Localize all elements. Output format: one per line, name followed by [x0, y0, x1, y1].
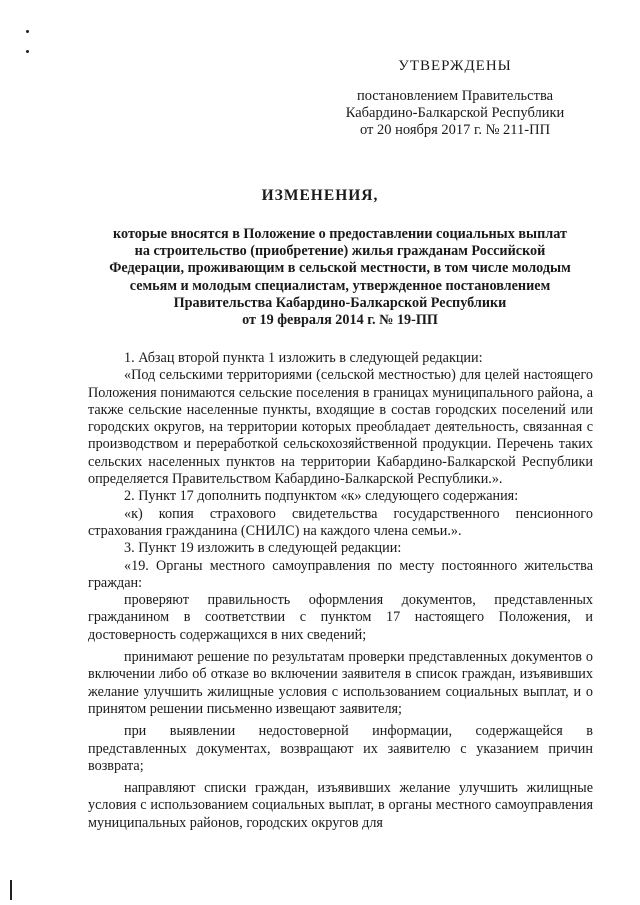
- approval-text: [320, 88, 590, 139]
- body-paragraph: «Под сельскими территориями (сельской местностью) для целей настоящего Положения понимаются сельские поселения в границах муниципального района, а также сельские населенные пункты, входящие в состав городских поселений или городских округов, на территории которых преобладает деятельность, связанная с производством и переработкой сельскохозяйственной продукции. Перечень таких сельских населенных пунктов на территории Кабардино-Балкарской Республики определяется Правительством Кабардино-Балкарской Республики.».: [88, 367, 593, 488]
- scan-speck: [26, 30, 29, 33]
- body-paragraph: 3. Пункт 19 изложить в следующей редакции:: [124, 540, 402, 557]
- subtitle-line: Федерации, проживающим в сельской местности, в том числе молодым: [109, 260, 571, 277]
- subtitle-line: семьям и молодым специалистам, утвержденное постановлением: [129, 277, 551, 294]
- scan-edge-mark: [10, 880, 12, 900]
- body-paragraph: «к) копия страхового свидетельства государственного пенсионного страхования гражданина (СНИЛС) на каждого члена семьи.».: [88, 505, 593, 539]
- scan-speck: [26, 50, 29, 53]
- approval-line: от 20 ноября 2017 г. № 211-ПП: [359, 122, 551, 138]
- approval-line: постановлением Правительства: [356, 88, 554, 104]
- body-paragraph: 2. Пункт 17 дополнить подпунктом «к» следующего содержания:: [124, 488, 519, 505]
- subtitle-line: которые вносятся в Положение о предоставлении социальных выплат: [113, 226, 567, 242]
- document-subtitle: [70, 226, 610, 329]
- document-title: ИЗМЕНЕНИЯ,: [261, 187, 379, 204]
- approval-heading: УТВЕРЖДЕНЫ: [398, 58, 512, 74]
- body-paragraph: направляют списки граждан, изъявивших желание улучшить жилищные условия с использованием социальных выплат, в органы местного самоуправления муниципальных районов, городских округов для: [88, 780, 593, 831]
- document-body: [88, 350, 593, 832]
- body-paragraph: «19. Органы местного самоуправления по месту постоянного жительства граждан:: [88, 557, 593, 591]
- subtitle-line: на строительство (приобретение) жилья гражданам Российской: [134, 243, 546, 260]
- body-paragraph: 1. Абзац второй пункта 1 изложить в следующей редакции:: [124, 350, 483, 366]
- body-paragraph: при выявлении недостоверной информации, содержащейся в представленных документах, возвращают их заявителю с указанием причин возврата;: [88, 723, 593, 774]
- subtitle-line: от 19 февраля 2014 г. № 19-ПП: [242, 312, 438, 329]
- subtitle-line: Правительства Кабардино-Балкарской Республики: [173, 294, 507, 311]
- approval-line: Кабардино-Балкарской Республики: [345, 105, 565, 121]
- body-paragraph: принимают решение по результатам проверки представленных документов о включении либо об отказе во включении заявителя в список граждан, изъявивших желание улучшить жилищные условия с использованием социальных выплат, и о принятом решении письменно извещают заявителя;: [88, 649, 593, 717]
- body-paragraph: проверяют правильность оформления документов, представленных гражданином в соответствии с пунктом 17 настоящего Положения, и достоверность содержащихся в них сведений;: [88, 592, 593, 643]
